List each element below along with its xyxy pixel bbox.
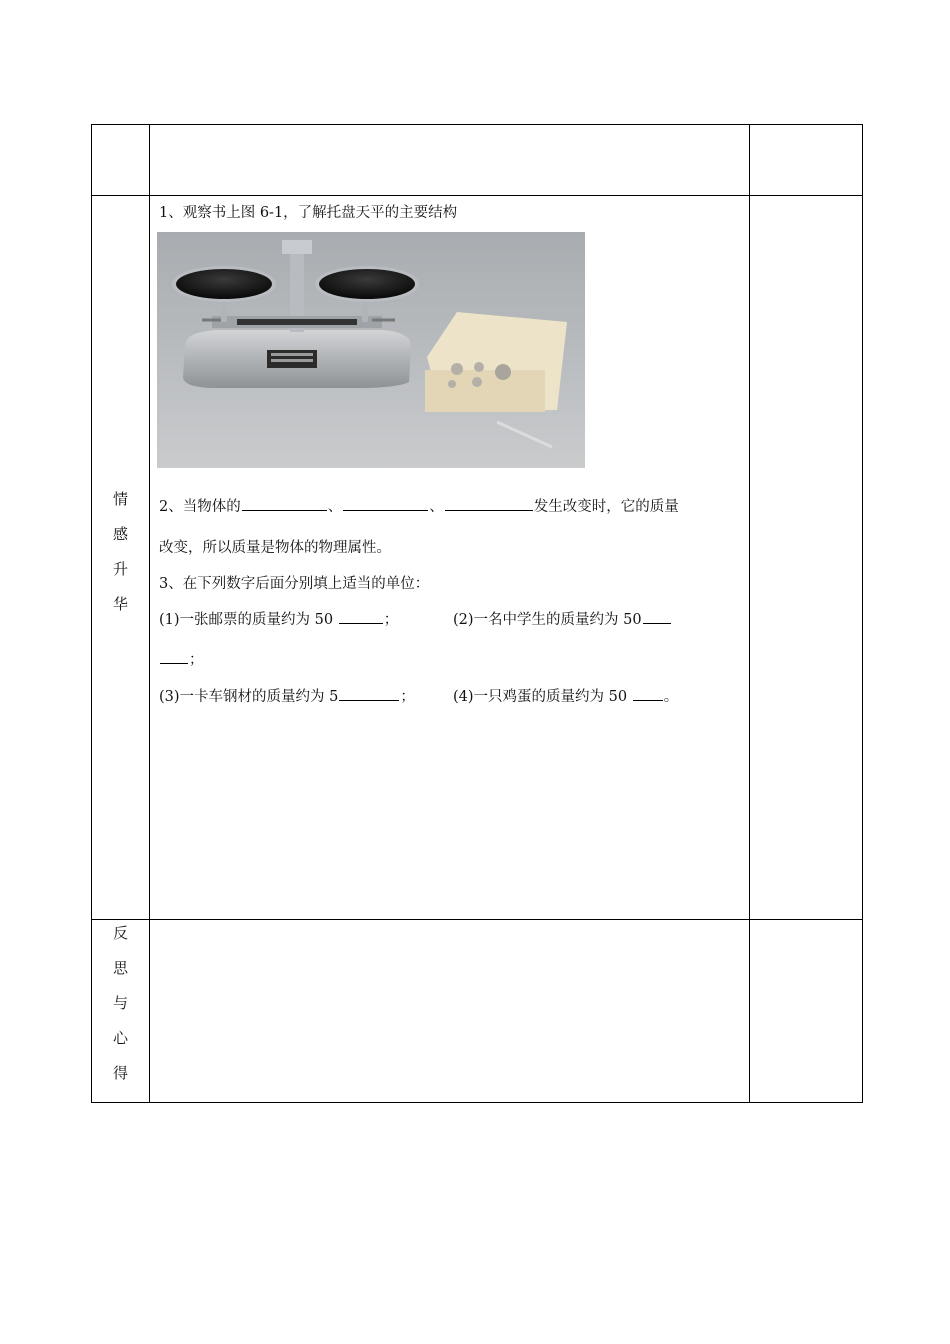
answer-blank[interactable] — [445, 496, 533, 511]
row-label-reflection — [92, 482, 149, 622]
row-label-char: 得 — [112, 1064, 128, 1082]
item-2-text: (2)一名中学生的质量约为 50 — [453, 612, 642, 628]
row-label-char: 华 — [112, 595, 128, 613]
answer-blank[interactable] — [643, 609, 671, 624]
row-label-char: 思 — [112, 959, 128, 977]
item-3-punctuation: ； — [400, 689, 415, 705]
question-2 — [159, 495, 679, 516]
answer-blank[interactable] — [160, 649, 188, 664]
question-3-item-2-continuation — [159, 648, 204, 669]
item-2-punctuation: ； — [189, 652, 204, 668]
answer-blank[interactable] — [339, 609, 383, 624]
answer-blank[interactable] — [242, 496, 327, 511]
item-3-text: (3)一卡车钢材的质量约为 5 — [159, 689, 339, 705]
table-bottom-border — [91, 1102, 863, 1103]
separator: 、 — [327, 499, 343, 515]
question-3-item-4 — [453, 685, 678, 706]
balance-scale-photo — [157, 232, 585, 468]
row-label-char: 反 — [112, 924, 128, 942]
question-3-item-2 — [453, 608, 672, 629]
question-3-item-1 — [159, 608, 398, 629]
row-label-char: 心 — [112, 1029, 128, 1047]
item-4-punctuation: 。 — [663, 689, 679, 705]
question-1: 1、观察书上图 6-1，了解托盘天平的主要结构 — [159, 205, 458, 221]
row-label-char: 情 — [112, 490, 128, 508]
row-label-summary — [92, 916, 149, 1091]
row-label-char: 感 — [112, 525, 128, 543]
question-2-suffix: 发生改变时，它的质量 — [533, 499, 679, 515]
answer-blank[interactable] — [339, 686, 399, 701]
table-right-border — [862, 124, 863, 1103]
column-divider-1 — [149, 124, 150, 1103]
item-1-punctuation: ； — [383, 612, 399, 628]
answer-blank[interactable] — [343, 496, 428, 511]
item-1-text: (1)一张邮票的质量约为 50 — [159, 612, 334, 628]
question-3: 3、在下列数字后面分别填上适当的单位： — [159, 576, 430, 592]
question-2-continuation: 改变，所以质量是物体的物理属性。 — [159, 540, 391, 556]
row-label-char: 升 — [112, 560, 128, 578]
row-divider-1 — [91, 195, 863, 196]
question-2-prefix: 2、当物体的 — [159, 499, 241, 515]
row-label-char: 与 — [112, 994, 128, 1012]
column-divider-2 — [749, 124, 750, 1103]
table-top-border — [91, 124, 863, 125]
answer-blank[interactable] — [633, 686, 663, 701]
row-divider-2 — [91, 919, 863, 920]
separator: 、 — [429, 499, 444, 515]
question-3-item-3 — [159, 685, 415, 706]
item-4-text: (4)一只鸡蛋的质量约为 50 — [453, 689, 628, 705]
